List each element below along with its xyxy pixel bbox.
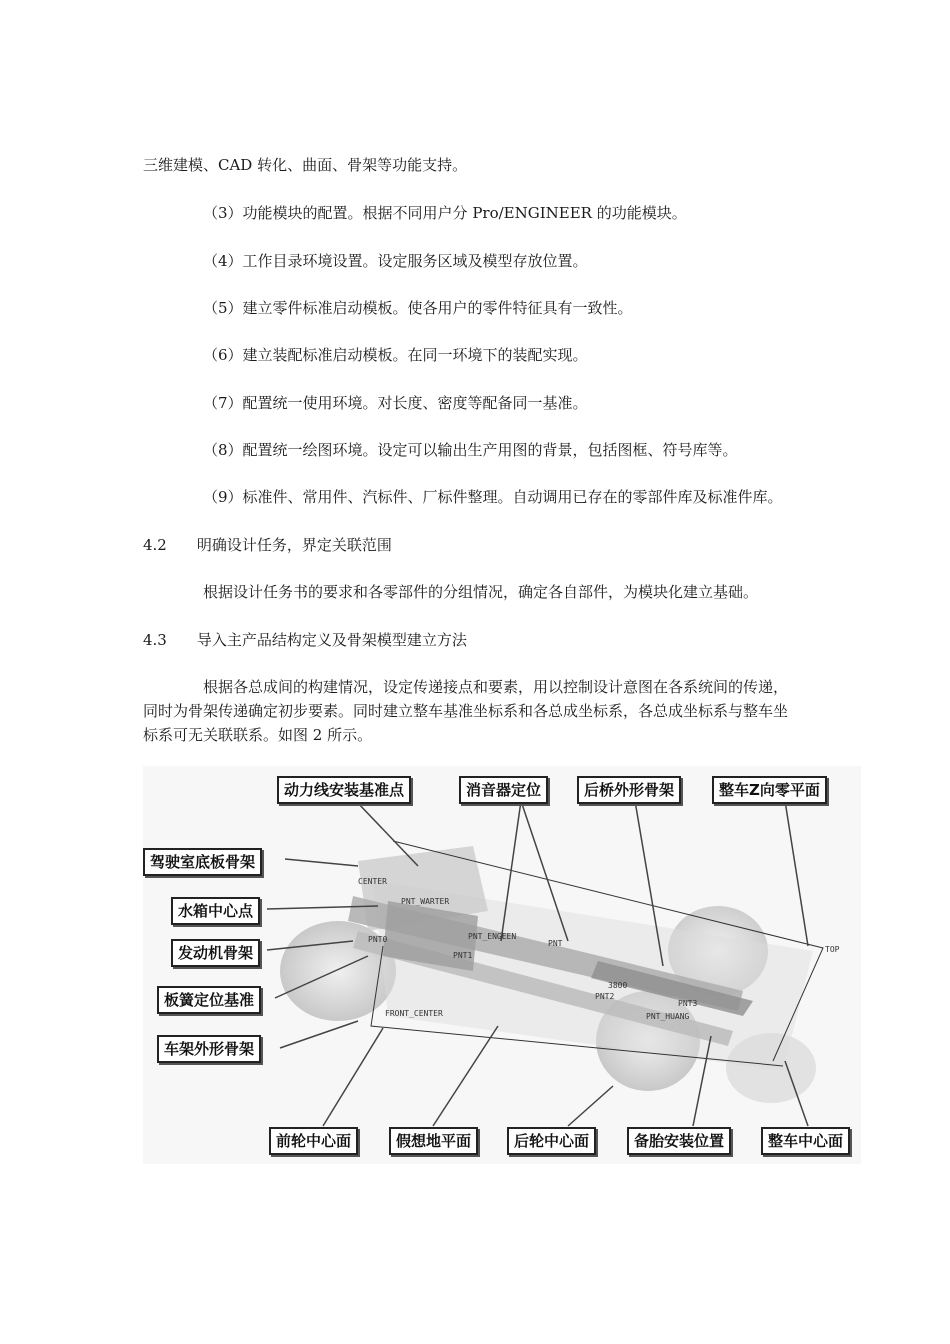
model-label: FRONT_CENTER — [385, 1009, 443, 1018]
callout-vehicle-center-plane: 整车中心面 — [761, 1127, 850, 1155]
model-label: PNT — [548, 939, 563, 948]
model-label: PNT_WARTER — [401, 897, 450, 906]
list-item-3: （3）功能模块的配置。根据不同用户分 Pro/ENGINEER 的功能模块。 — [203, 204, 687, 222]
section-body-4-3-line1: 根据各总成间的构建情况，设定传递接点和要素，用以控制设计意图在各系统间的传递， — [203, 678, 789, 696]
callout-z-zero-plane: 整车Z向零平面 — [712, 776, 827, 804]
figure-2-skeleton-model — [143, 766, 861, 1164]
section-body-4-3-line2: 同时为骨架传递确定初步要素。同时建立整车基准坐标系和各总成坐标系，各总成坐标系与整车坐 — [143, 702, 789, 720]
callout-muffler-position: 消音器定位 — [459, 776, 548, 804]
section-body-4-3-line3: 标系可无关联联系。如图 2 所示。 — [143, 726, 373, 744]
list-item-4: （4）工作目录环境设置。设定服务区域及模型存放位置。 — [203, 252, 588, 270]
model-label: PNT3 — [678, 999, 698, 1008]
callout-powerline-mount-point: 动力线安装基准点 — [277, 776, 411, 804]
list-item-8: （8）配置统一绘图环境。设定可以输出生产用图的背景，包括图框、符号库等。 — [203, 441, 738, 459]
section-body-4-2: 根据设计任务书的要求和各零部件的分组情况，确定各自部件，为模块化建立基础。 — [203, 583, 759, 601]
callout-rear-wheel-center-plane: 后轮中心面 — [507, 1127, 596, 1155]
list-item-6: （6）建立装配标准启动模板。在同一环境下的装配实现。 — [203, 346, 588, 364]
model-label: CENTER — [358, 877, 387, 886]
callout-rear-axle-skeleton: 后桥外形骨架 — [577, 776, 681, 804]
callout-frame-outline-skeleton: 车架外形骨架 — [157, 1035, 261, 1063]
model-label: PNT_HUANG — [646, 1012, 690, 1021]
callout-spare-tire-position: 备胎安装位置 — [627, 1127, 731, 1155]
callout-front-wheel-center-plane: 前轮中心面 — [269, 1127, 358, 1155]
callout-radiator-center: 水箱中心点 — [171, 897, 260, 925]
callout-leaf-spring-datum: 板簧定位基准 — [157, 986, 261, 1014]
model-label: PNT0 — [368, 935, 388, 944]
paragraph-continuation: 三维建模、CAD 转化、曲面、骨架等功能支持。 — [143, 156, 468, 174]
section-heading-4-2: 4.2 明确设计任务，界定关联范围 — [143, 536, 392, 554]
model-label: TOP — [825, 945, 840, 954]
model-label: PNT1 — [453, 951, 473, 960]
callout-virtual-ground-plane: 假想地平面 — [389, 1127, 478, 1155]
callout-cab-floor-skeleton: 驾驶室底板骨架 — [143, 848, 262, 876]
callout-engine-skeleton: 发动机骨架 — [171, 939, 260, 967]
model-label: PNT_ENGEEN — [468, 932, 517, 941]
model-label: PNT2 — [595, 992, 615, 1001]
list-item-7: （7）配置统一使用环境。对长度、密度等配备同一基准。 — [203, 394, 588, 412]
model-label: 3800 — [608, 981, 628, 990]
list-item-9: （9）标准件、常用件、汽标件、厂标件整理。自动调用已存在的零部件库及标准件库。 — [203, 488, 783, 506]
section-heading-4-3: 4.3 导入主产品结构定义及骨架模型建立方法 — [143, 631, 467, 649]
list-item-5: （5）建立零件标准启动模板。使各用户的零件特征具有一致性。 — [203, 299, 633, 317]
